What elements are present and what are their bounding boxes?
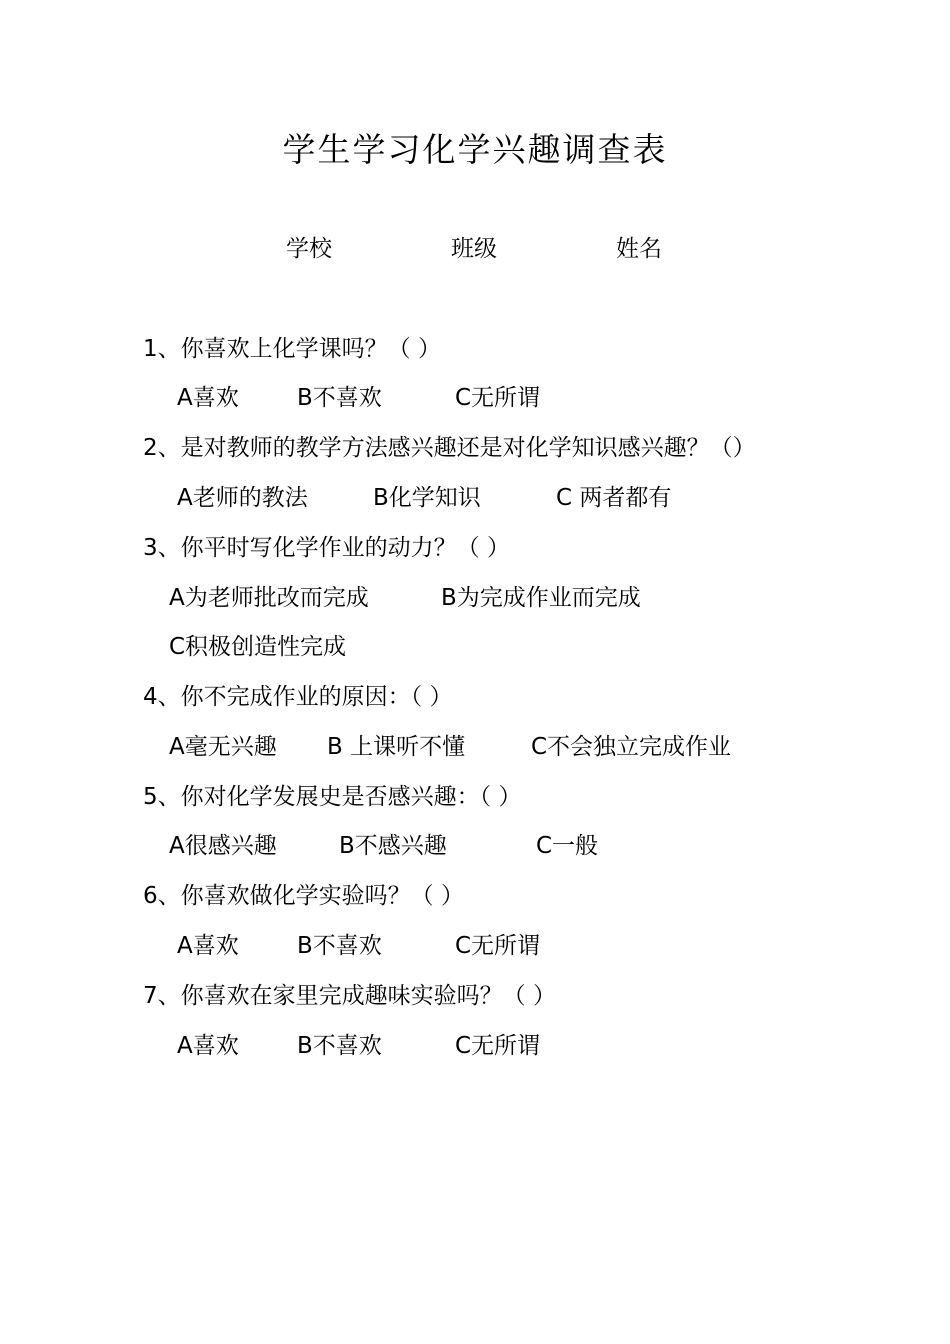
question-5-option-a[interactable]: A很感兴趣: [169, 833, 277, 859]
question-6-option-c[interactable]: C无所谓: [455, 933, 541, 959]
question-4-option-c[interactable]: C不会独立完成作业: [531, 734, 732, 760]
question-6-option-b[interactable]: B不喜欢: [297, 933, 382, 959]
question-3-option-b[interactable]: B为完成作业而完成: [441, 585, 641, 611]
question-6-option-a[interactable]: A喜欢: [177, 933, 239, 959]
question-7: 7、你喜欢在家里完成趣味实验吗？（ ）: [143, 983, 556, 1009]
question-5-option-c[interactable]: C一般: [536, 833, 599, 859]
class-label: 班级: [451, 236, 497, 262]
question-4: 4、你不完成作业的原因：（ ）: [143, 684, 453, 710]
question-4-option-b[interactable]: B 上课听不懂: [327, 734, 466, 760]
page-title: 学生学习化学兴趣调查表: [282, 130, 668, 169]
question-1: 1、你喜欢上化学课吗？（ ）: [143, 336, 441, 362]
question-4-option-a[interactable]: A毫无兴趣: [169, 734, 277, 760]
question-7-option-b[interactable]: B不喜欢: [297, 1033, 382, 1059]
question-1-option-a[interactable]: A喜欢: [177, 385, 239, 411]
question-3-option-a[interactable]: A为老师批改而完成: [169, 585, 369, 611]
question-2-option-a[interactable]: A老师的教法: [177, 485, 308, 511]
question-1-option-c[interactable]: C无所谓: [455, 385, 541, 411]
question-2-option-b[interactable]: B化学知识: [373, 485, 481, 511]
school-label: 学校: [286, 236, 332, 262]
question-1-option-b[interactable]: B不喜欢: [297, 385, 382, 411]
name-label: 姓名: [616, 236, 662, 262]
question-2-option-c[interactable]: C 两者都有: [556, 485, 672, 511]
question-6: 6、你喜欢做化学实验吗？（ ）: [143, 883, 464, 909]
question-2: 2、是对教师的教学方法感兴趣还是对化学知识感兴趣？（）: [143, 435, 756, 461]
question-5-option-b[interactable]: B不感兴趣: [339, 833, 447, 859]
question-7-option-a[interactable]: A喜欢: [177, 1033, 239, 1059]
question-5: 5、你对化学发展史是否感兴趣：（ ）: [143, 784, 522, 810]
question-3: 3、你平时写化学作业的动力？（ ）: [143, 535, 510, 561]
question-3-option-c[interactable]: C积极创造性完成: [169, 634, 347, 660]
question-7-option-c[interactable]: C无所谓: [455, 1033, 541, 1059]
